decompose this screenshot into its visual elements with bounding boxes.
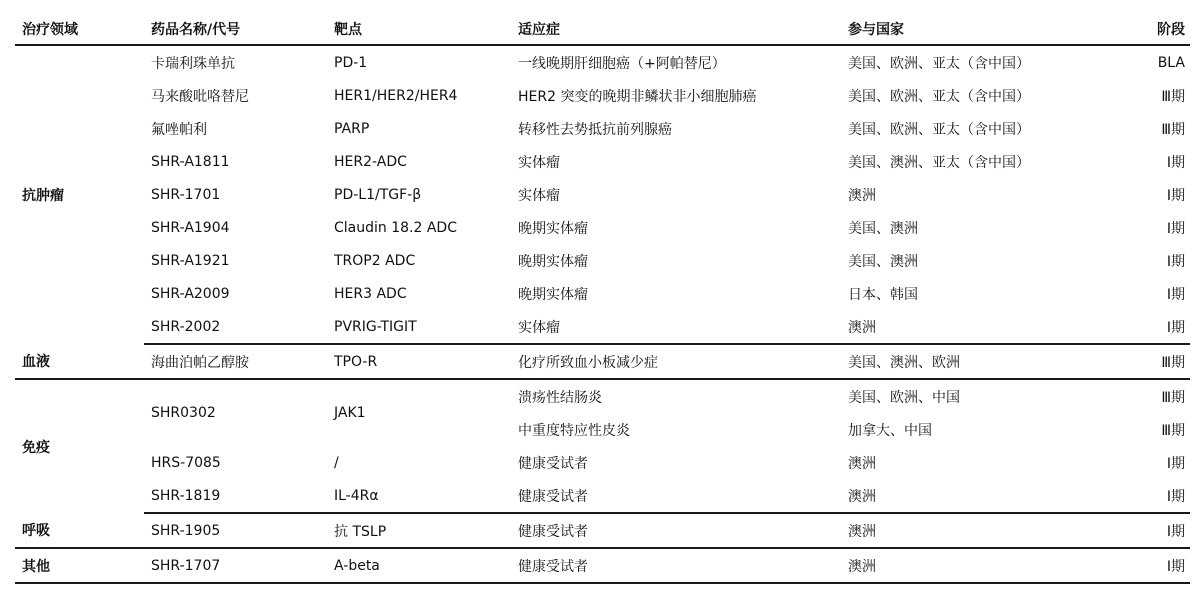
indication-cell: 化疗所致血小板减少症 (511, 344, 841, 379)
indication-cell: 一线晚期肝细胞癌（+阿帕替尼） (518, 55, 726, 72)
countries-cell: 美国、欧洲、中国 (848, 389, 960, 406)
table-row (15, 79, 1190, 112)
target-cell: PVRIG-TIGIT (327, 310, 511, 344)
indication-cell: 实体瘤 (511, 310, 841, 344)
target-cell: JAK1 (334, 405, 366, 421)
pipeline-table (15, 14, 1190, 584)
target-cell: TROP2 ADC (334, 252, 416, 269)
countries-cell: 美国、澳洲 (848, 253, 918, 270)
drug-cell: HRS-7085 (151, 454, 221, 471)
target-cell: PD-1 (334, 54, 368, 71)
stage-cell: Ⅰ期 (1166, 253, 1185, 270)
indication-cell: 健康受试者 (511, 513, 841, 548)
stage-cell: Ⅰ期 (1166, 220, 1185, 237)
indication-cell: 健康受试者 (518, 455, 588, 472)
table-row (15, 344, 1190, 379)
indication-cell: 转移性去势抵抗前列腺癌 (518, 121, 672, 138)
stage-cell: Ⅲ期 (1139, 344, 1190, 379)
indication-cell: 中重度特应性皮炎 (518, 422, 630, 439)
drug-cell: SHR0302 (151, 405, 216, 421)
stage-cell: Ⅲ期 (1161, 121, 1185, 138)
stage-cell: Ⅲ期 (1161, 422, 1185, 439)
indication-cell: 晚期实体瘤 (518, 220, 588, 237)
countries-cell: 澳洲 (848, 455, 876, 472)
table-row (15, 211, 1190, 244)
drug-cell: 卡瑞利珠单抗 (151, 55, 235, 72)
area-immunology: 免疫 (22, 439, 50, 456)
stage-cell: Ⅰ期 (1166, 286, 1185, 303)
header-drug: 药品名称/代号 (144, 14, 327, 45)
indication-cell: 晚期实体瘤 (518, 286, 588, 303)
header-target: 靶点 (327, 14, 511, 45)
area-other: 其他 (15, 548, 144, 583)
countries-cell: 美国、欧洲、亚太（含中国） (848, 55, 1030, 72)
table-row (15, 178, 1190, 211)
drug-cell: 海曲泊帕乙醇胺 (144, 344, 327, 379)
target-cell: IL-4Rα (327, 479, 511, 513)
countries-cell: 澳洲 (841, 513, 1139, 548)
indication-cell: 实体瘤 (518, 154, 560, 171)
area-hematology: 血液 (15, 344, 144, 379)
countries-cell: 美国、澳洲 (848, 220, 918, 237)
stage-cell: Ⅰ期 (1166, 455, 1185, 472)
header-countries: 参与国家 (841, 14, 1139, 45)
countries-cell: 加拿大、中国 (848, 422, 932, 439)
header-indication: 适应症 (511, 14, 841, 45)
target-cell: HER2-ADC (334, 153, 407, 170)
indication-cell: 健康受试者 (511, 548, 841, 583)
table-row (15, 379, 1190, 413)
target-cell: A-beta (327, 548, 511, 583)
countries-cell: 澳洲 (841, 310, 1139, 344)
drug-cell: SHR-A1921 (151, 252, 230, 269)
drug-cell: SHR-A1811 (151, 153, 230, 170)
table-row (15, 45, 1190, 79)
target-cell: 抗 TSLP (327, 513, 511, 548)
stage-cell: Ⅰ期 (1139, 310, 1190, 344)
drug-cell: SHR-1905 (144, 513, 327, 548)
indication-cell: 实体瘤 (518, 187, 560, 204)
header-row (15, 14, 1190, 45)
target-cell: PARP (334, 120, 370, 137)
target-cell: Claudin 18.2 ADC (334, 219, 457, 236)
drug-cell: SHR-1701 (151, 186, 221, 203)
indication-cell: 晚期实体瘤 (518, 253, 588, 270)
countries-cell: 澳洲 (848, 187, 876, 204)
countries-cell: 澳洲 (841, 548, 1139, 583)
drug-cell: SHR-A2009 (151, 285, 230, 302)
indication-cell: 溃疡性结肠炎 (518, 389, 602, 406)
countries-cell: 美国、欧洲、亚太（含中国） (848, 88, 1030, 105)
indication-cell: 健康受试者 (511, 479, 841, 513)
countries-cell: 日本、韩国 (848, 286, 918, 303)
drug-cell: SHR-1819 (144, 479, 327, 513)
countries-cell: 美国、澳洲、亚太（含中国） (848, 154, 1030, 171)
countries-cell: 澳洲 (841, 479, 1139, 513)
target-cell: HER1/HER2/HER4 (334, 87, 458, 104)
drug-cell: 氟唑帕利 (151, 121, 207, 138)
countries-cell: 美国、澳洲、欧洲 (841, 344, 1139, 379)
table-row (15, 244, 1190, 277)
stage-cell: BLA (1157, 54, 1185, 71)
table-row (15, 446, 1190, 479)
indication-cell: HER2 突变的晚期非鳞状非小细胞肺癌 (518, 88, 757, 105)
area-oncology: 抗肿瘤 (22, 188, 64, 204)
header-stage: 阶段 (1139, 14, 1190, 45)
drug-cell: SHR-A1904 (151, 219, 230, 236)
table-row (15, 548, 1190, 583)
stage-cell: Ⅰ期 (1139, 479, 1190, 513)
area-respiratory: 呼吸 (15, 513, 144, 548)
drug-cell: 马来酸吡咯替尼 (151, 88, 249, 105)
header-area: 治疗领域 (15, 14, 144, 45)
stage-cell: Ⅰ期 (1166, 154, 1185, 171)
target-cell: / (334, 454, 339, 471)
stage-cell: Ⅲ期 (1161, 389, 1185, 406)
table-row (15, 310, 1190, 344)
countries-cell: 美国、欧洲、亚太（含中国） (848, 121, 1030, 138)
drug-cell: SHR-1707 (144, 548, 327, 583)
table-row (15, 112, 1190, 145)
table-row (15, 145, 1190, 178)
table-row (15, 479, 1190, 513)
stage-cell: Ⅰ期 (1139, 548, 1190, 583)
stage-cell: Ⅰ期 (1166, 187, 1185, 204)
table-row (15, 513, 1190, 548)
stage-cell: Ⅰ期 (1139, 513, 1190, 548)
table-row (15, 277, 1190, 310)
target-cell: HER3 ADC (334, 285, 407, 302)
target-cell: PD-L1/TGF-β (334, 186, 422, 203)
drug-cell: SHR-2002 (144, 310, 327, 344)
target-cell: TPO-R (327, 344, 511, 379)
stage-cell: Ⅲ期 (1161, 88, 1185, 105)
